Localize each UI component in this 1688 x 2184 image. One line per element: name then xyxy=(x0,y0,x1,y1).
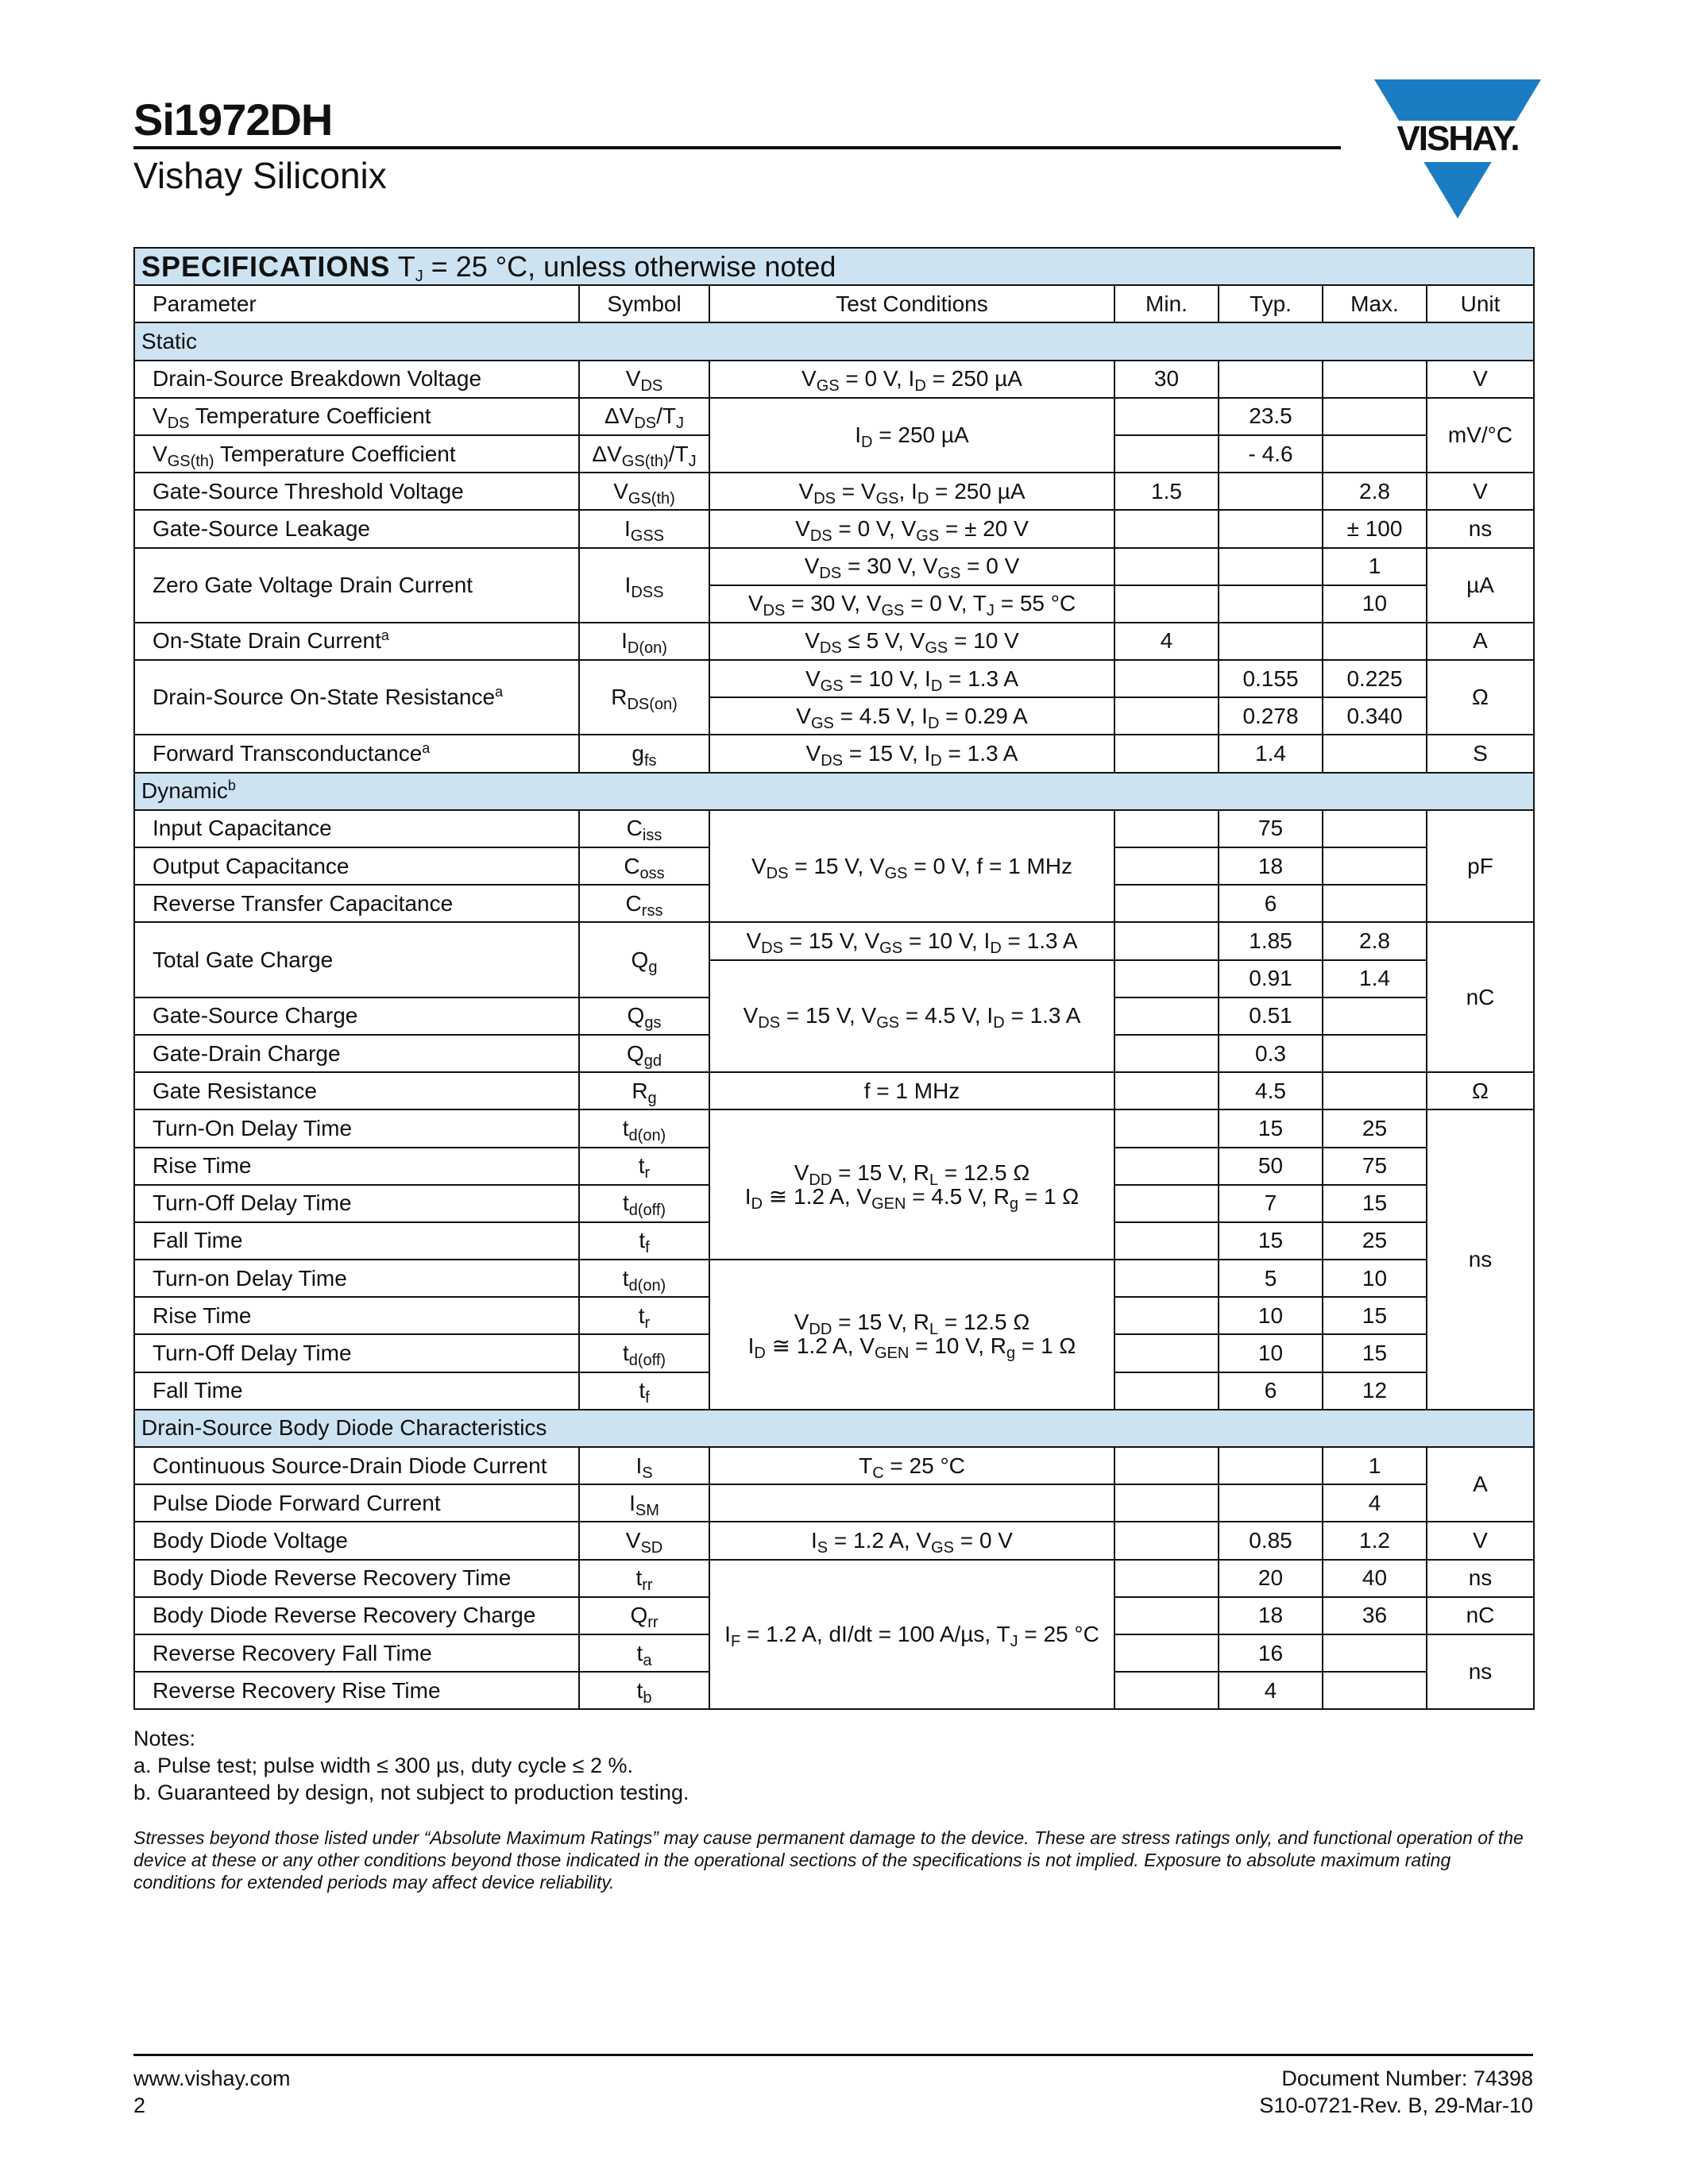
table-row: Turn-Off Delay Time $t_{d(off)}$ 7 15 xyxy=(134,1185,1534,1222)
note-a: a. Pulse test; pulse width ≤ 300 µs, duty cycle ≤ 2 %. xyxy=(133,1754,633,1777)
col-symbol: Symbol xyxy=(579,285,709,322)
table-row: $V_{DS} = 30$ V, $V_{GS} = 0$ V, $T_J = 55$ °C 10 xyxy=(134,585,1534,623)
table-row: Output Capacitance $C_{oss}$ 18 xyxy=(134,847,1534,885)
notes-block xyxy=(133,1725,689,1806)
section-dynamic: Dynamic$^b$ xyxy=(134,773,1534,810)
table-row: $V_{DS} = 15$ V, $V_{GS} = 4.5$ V, $I_D = 1.3$ A 0.91 1.4 xyxy=(134,960,1534,997)
table-row: Zero Gate Voltage Drain Current $I_{DSS}$ $V_{DS} = 30$ V, $V_{GS} = 0$ V 1 µA xyxy=(134,548,1534,585)
table-row: Turn-on Delay Time $t_{d(on)}$ $V_{DD} = 15$ V, $R_L = 12.5$ Ω $I_D$ ≅ 1.2 A, $V_{GEN} = 10$ V, $R_g = 1$ Ω 5 10 xyxy=(134,1260,1534,1297)
col-parameter: Parameter xyxy=(134,285,579,322)
table-row: Reverse Transfer Capacitance $C_{rss}$ 6 xyxy=(134,885,1534,922)
table-row: Fall Time $t_f$ 15 25 xyxy=(134,1222,1534,1260)
table-row: Continuous Source-Drain Diode Current $I_S$ $T_C = 25$ °C 1 A xyxy=(134,1447,1534,1484)
logo-wordmark: VISHAY. xyxy=(1396,119,1519,158)
table-row: Reverse Recovery Rise Time $t_b$ 4 xyxy=(134,1672,1534,1709)
table-row: Gate-Source Threshold Voltage $V_{GS(th)}$ $V_{DS} = V_{GS}$, $I_D = 250$ µA 1.5 2.8 V xyxy=(134,473,1534,510)
revision-info: S10-0721-Rev. B, 29-Mar-10 xyxy=(1259,2093,1533,2117)
table-row: Turn-Off Delay Time $t_{d(off)}$ 10 15 xyxy=(134,1334,1534,1372)
table-row: $V_{GS} = 4.5$ V, $I_D = 0.29$ A 0.278 0.340 xyxy=(134,697,1534,735)
part-number-title: Si1972DH xyxy=(133,95,333,145)
table-row: Pulse Diode Forward Current $I_{SM}$ 4 xyxy=(134,1484,1534,1522)
col-max: Max. xyxy=(1323,285,1427,322)
specifications-table xyxy=(133,247,1535,1710)
table-row: Gate-Source Leakage $I_{GSS}$ $V_{DS} = 0$ V, $V_{GS}$ = ± 20 V ± 100 ns xyxy=(134,510,1534,547)
table-row: $V_{DS}$ Temperature Coefficient $\Delta V_{DS}/T_J$ $I_D = 250$ µA 23.5 mV/°C xyxy=(134,398,1534,435)
table-row: Rise Time $t_r$ 10 15 xyxy=(134,1297,1534,1334)
company-subtitle: Vishay Siliconix xyxy=(133,155,387,196)
table-row: On-State Drain Current$^a$ $I_{D(on)}$ $V_{DS} \le 5$ V, $V_{GS} = 10$ V 4 A xyxy=(134,623,1534,660)
table-row: Drain-Source Breakdown Voltage $V_{DS}$ $V_{GS} = 0$ V, $I_D = 250$ µA 30 V xyxy=(134,361,1534,398)
table-row: Drain-Source On-State Resistance$^a$ $R_{DS(on)}$ $V_{GS} = 10$ V, $I_D = 1.3$ A 0.155 0.225 Ω xyxy=(134,660,1534,697)
table-title: SPECIFICATIONS $T_J = 25$ °C, unless otherwise noted xyxy=(134,248,1534,285)
header-rule xyxy=(133,146,1341,149)
table-row: $V_{GS(th)}$ Temperature Coefficient $\Delta V_{GS(th)}/T_J$ - 4.6 xyxy=(134,435,1534,473)
table-row: Body Diode Voltage $V_{SD}$ $I_S = 1.2$ A, $V_{GS} = 0$ V 0.85 1.2 V xyxy=(134,1522,1534,1559)
table-row: Total Gate Charge $Q_g$ $V_{DS} = 15$ V, $V_{GS} = 10$ V, $I_D = 1.3$ A 1.85 2.8 nC xyxy=(134,922,1534,959)
col-test-conditions: Test Conditions xyxy=(709,285,1114,322)
table-row: Gate-Drain Charge $Q_{gd}$ 0.3 xyxy=(134,1035,1534,1072)
table-row: Body Diode Reverse Recovery Charge $Q_{rr}$ 18 36 nC xyxy=(134,1597,1534,1634)
col-typ: Typ. xyxy=(1219,285,1323,322)
table-row: Fall Time $t_f$ 6 12 xyxy=(134,1372,1534,1410)
footer-rule xyxy=(133,2054,1533,2056)
notes-heading: Notes: xyxy=(133,1727,196,1750)
column-header-row xyxy=(134,285,1534,322)
table-row: Rise Time $t_r$ 50 75 xyxy=(134,1148,1534,1185)
footer-left xyxy=(133,2065,291,2119)
table-row: Turn-On Delay Time $t_{d(on)}$ $V_{DD} = 15$ V, $R_L = 12.5$ Ω $I_D$ ≅ 1.2 A, $V_{GEN} = 4.5$ V, $R_g = 1$ Ω 15 25 ns xyxy=(134,1109,1534,1147)
disclaimer-text: Stresses beyond those listed under “Absolute Maximum Ratings” may cause permanent damage to the device. These are stress ratings only, and functional operation of the device at these or any other conditions beyond those indicated in the operational sections of the specifications is not implied. Exposure to absolute maximum rating conditions for extended periods may affect device reliability. xyxy=(133,1827,1524,1893)
footer-right xyxy=(1259,2065,1533,2119)
table-banner xyxy=(134,248,1534,285)
table-row: Body Diode Reverse Recovery Time $t_{rr}$ $I_F = 1.2$ A, dI/dt = 100 A/µs, $T_J = 25$ °C 20 40 ns xyxy=(134,1560,1534,1597)
table-row: Reverse Recovery Fall Time $t_a$ 16 ns xyxy=(134,1634,1534,1672)
col-min: Min. xyxy=(1114,285,1219,322)
footer-website-link[interactable]: www.vishay.com xyxy=(133,2066,291,2090)
section-body-diode: Drain-Source Body Diode Characteristics xyxy=(134,1410,1534,1447)
table-row: Gate Resistance $R_g$ f = 1 MHz 4.5 Ω xyxy=(134,1072,1534,1109)
document-number: Document Number: 74398 xyxy=(1281,2066,1533,2090)
table-row: Input Capacitance $C_{iss}$ $V_{DS} = 15$ V, $V_{GS} = 0$ V, f = 1 MHz 75 pF xyxy=(134,810,1534,847)
page-number: 2 xyxy=(133,2093,146,2117)
col-unit: Unit xyxy=(1427,285,1534,322)
section-static: Static xyxy=(134,322,1534,360)
note-b: b. Guaranteed by design, not subject to production testing. xyxy=(133,1781,689,1804)
table-row: Gate-Source Charge $Q_{gs}$ 0.51 xyxy=(134,997,1534,1035)
table-row: Forward Transconductance$^a$ $g_{fs}$ $V_{DS} = 15$ V, $I_D = 1.3$ A 1.4 S xyxy=(134,735,1534,772)
